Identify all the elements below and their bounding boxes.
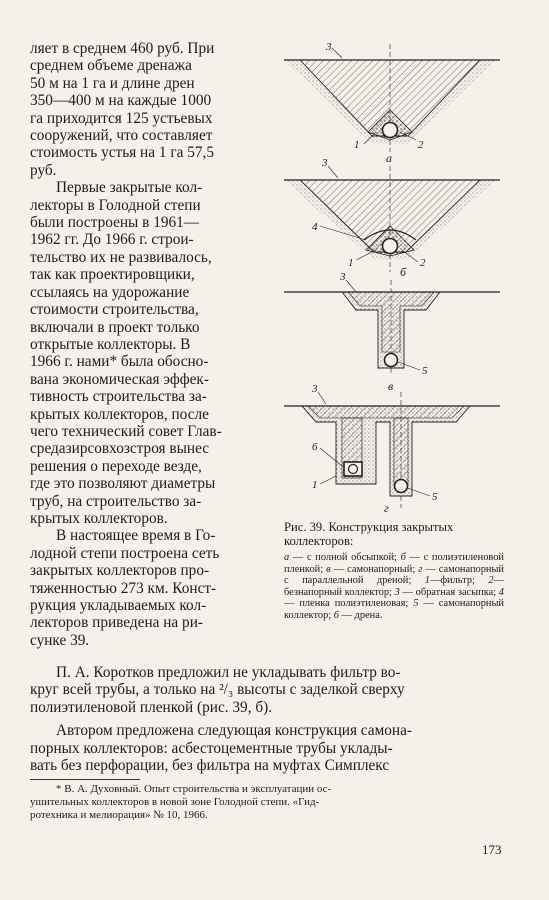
footnote [30,783,518,822]
sub-label-g: г [384,501,389,515]
caption-title: Рис. 39. Конструкция закрытых коллекторов: [284,520,454,548]
paragraph-1: ляет в среднем 460 руб. При среднем объеме дренажа 50 м на 1 га и длине дрен 350—400 м на каждые 1000 га приходится 125 устьевых сооружений, что составляет стоимость устья на 1 га 57,5 руб. [30,40,215,179]
section-v-self-pressure [284,271,500,393]
label-1-g: 1 [312,479,318,491]
paragraph-5: Автором предложена следующая конструкция самона- порных коллекторов: асбестоцементные трубы уклады- вать без перфорации, без фильтра на муфтах Симплекс [30,722,412,775]
section-a-full-backfill [284,41,500,165]
section-b-polyethylene-film [284,157,500,279]
label-2-b: 2 [420,257,426,269]
label-1-b: 1 [348,257,354,269]
caption-legend: а — с полной обсыпкой; б — с полиэтиленовой пленкой; в — самонапорный; г — самонапорный с параллельной дреной; 1—фильтр; 2—безнапорный коллектор; 3 — обратная засыпка; 4 — пленка полиэтиленовая; 5 — самонапорный коллектор; 6 — дрена. [284,552,505,621]
figure-caption [284,520,504,622]
label-3-b: 3 [322,157,328,169]
sub-label-b: б [400,265,407,279]
label-4-b: 4 [312,221,318,233]
label-5-v: 5 [422,365,428,377]
footnote-text: * В. А. Духовный. Опыт строительства и эксплуатации ос- ушительных коллекторов в новой зоне Голодной степи. «Гид- ротехника и мелиорация» № 10, 1966. [30,783,332,821]
footnote-rule [30,779,140,780]
paragraph-4: П. А. Коротков предложил не укладывать фильтр во- круг всей трубы, а только на ²/₃ высоты с заделкой сверху полиэтиленовой пленкой (рис. 39, б). [30,664,405,716]
collector-cross-sections [280,40,505,520]
figure-39-drawing [280,40,505,520]
sub-label-v: в [388,379,394,393]
sub-label-a: а [386,151,392,165]
label-3-g: 3 [312,383,318,395]
label-3-a: 3 [326,41,332,53]
paragraph-3: В настоящее время в Го- лодной степи построена сеть закрытых коллекторов про- тяженностью 273 км. Конст- рукция укладываемых кол- лекторов приведена на ри- сунке 39. [30,527,220,649]
paragraph-2: Первые закрытые кол- лекторы в Голодной степи были построены в 1961— 1962 гг. До 1966 г. строи- тельство их не развивалось, так как проектировщики, ссылаясь на удорожание стоимости строительства, включали в проект только открытые коллекторы. В 1966 г. нами* была обосно- вана экономическая эффек- тивность строительства за- крытых коллекторов, после чего технический совет Глав- средазирсовхозстроя вынес решения о переходе везде, где это позволяют диаметры труб, на строительство за- крытых коллекторов. [30,179,222,527]
full-width-text [30,664,518,774]
label-5-g: 5 [432,491,438,503]
label-3-v: 3 [340,271,346,283]
label-1-a: 1 [354,139,360,151]
left-text-column [30,40,272,649]
label-6-g: 6 [312,441,318,453]
section-g-parallel-drain [284,383,500,515]
label-2-a: 2 [418,139,424,151]
page-number: 173 [482,842,502,857]
